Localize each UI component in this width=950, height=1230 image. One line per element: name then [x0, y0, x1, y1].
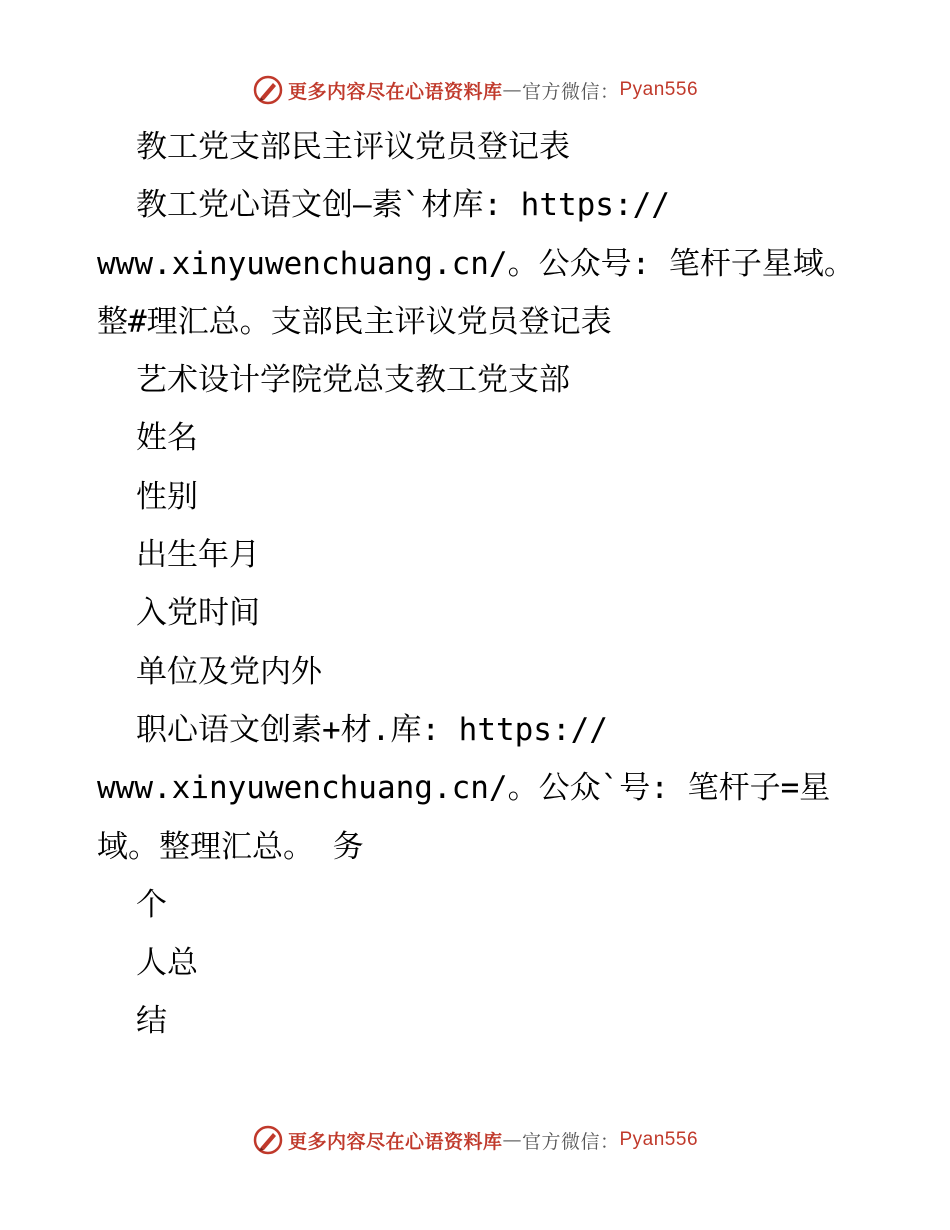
document-line: 教工党心语文创—素`材库: https:// — [136, 187, 670, 224]
watermark-separator: — — [502, 79, 522, 101]
watermark-text: 更多内容尽在心语资料库 — [287, 1130, 503, 1153]
document-line: 教工党支部民主评议党员登记表 — [136, 129, 570, 165]
document-line: 艺术设计学院党总支教工党支部 — [136, 362, 570, 399]
document-line: www.xinyuwenchuang.cn/。公众号: 笔杆子星域。 — [97, 245, 855, 282]
document-line: 性别 — [136, 478, 198, 515]
document-line: 整#理汇总。支部民主评议党员登记表 — [97, 303, 612, 340]
document-line: 入党时间 — [136, 595, 260, 632]
watermark-wechat-label: 官方微信： — [521, 1130, 620, 1153]
watermark-text: 更多内容尽在心语资料库 — [287, 80, 503, 103]
document-line: 个 — [136, 886, 167, 923]
document-line: 职心语文创素+材.库: https:// — [136, 711, 608, 748]
watermark-wechat-id: Pyan556 — [619, 1129, 699, 1150]
footer-watermark — [0, 1120, 950, 1160]
document-line: 结 — [136, 1003, 167, 1040]
watermark-wechat-label: 官方微信： — [521, 80, 620, 103]
pen-logo-icon — [252, 1124, 284, 1156]
watermark-wechat-id: Pyan556 — [619, 79, 699, 100]
document-line: 出生年月 — [136, 537, 260, 574]
document-line: 域。整理汇总。 务 — [97, 828, 364, 865]
document-line: 姓名 — [136, 420, 198, 457]
pen-logo-icon — [252, 74, 284, 106]
document-body — [97, 118, 897, 1051]
document-line: www.xinyuwenchuang.cn/。公众`号: 笔杆子=星 — [97, 770, 831, 807]
watermark-separator: — — [502, 1129, 522, 1151]
document-line: 单位及党内外 — [136, 653, 322, 690]
header-watermark — [0, 70, 950, 110]
document-line: 人总 — [136, 945, 198, 982]
